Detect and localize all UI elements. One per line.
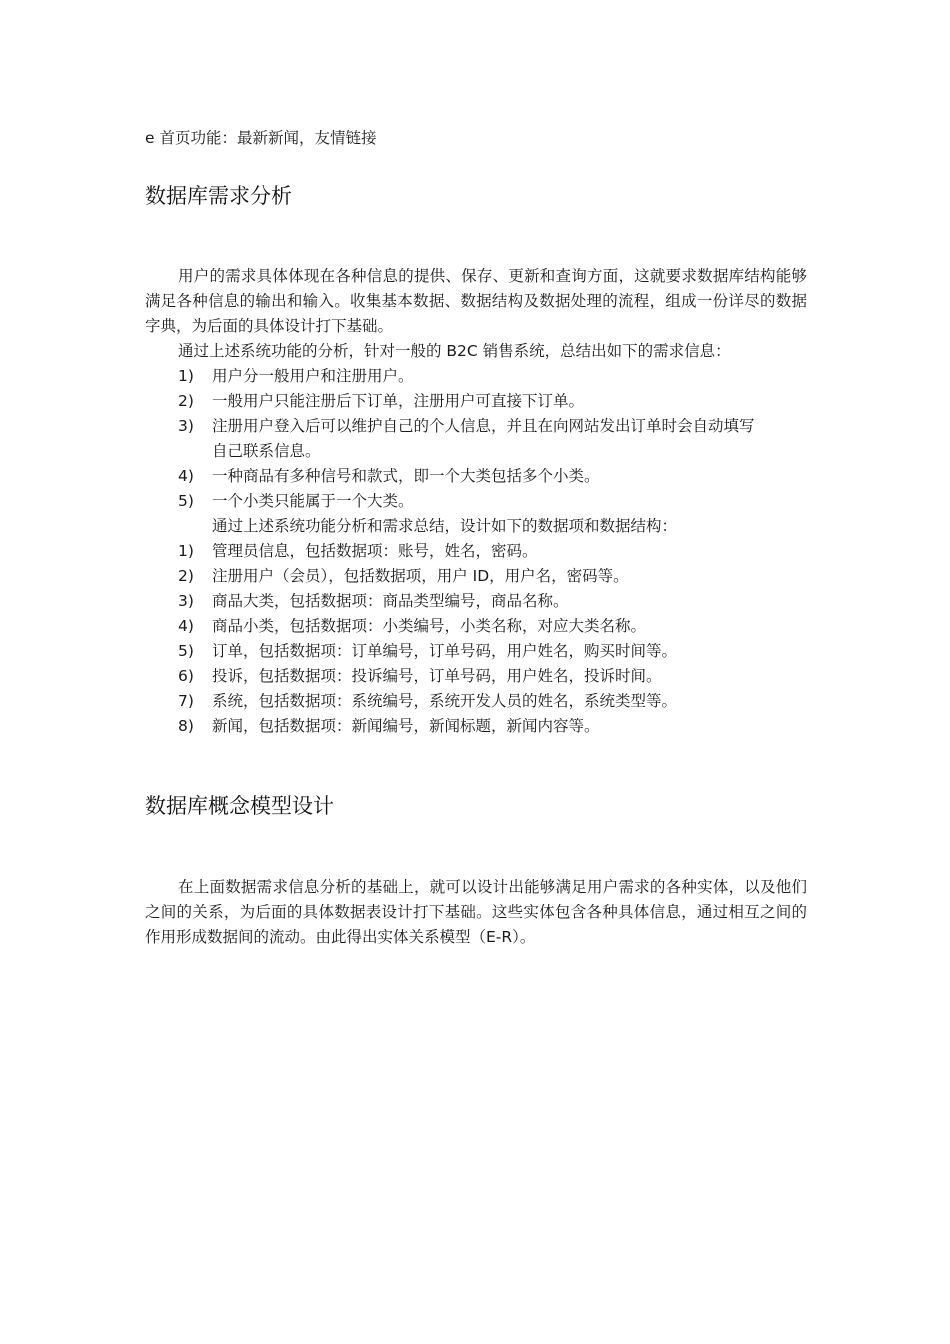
list-text: 投诉，包括数据项：投诉编号，订单号码，用户姓名，投诉时间。 [212, 667, 662, 685]
list-text-continuation: 自己联系信息。 [212, 442, 321, 460]
list-item [178, 614, 647, 639]
list-text: 一般用户只能注册后下订单，注册用户可直接下订单。 [212, 392, 585, 410]
list-item [178, 414, 755, 439]
list-text: 商品小类，包括数据项：小类编号，小类名称，对应大类名称。 [212, 617, 647, 635]
list-number: 4) [178, 467, 194, 485]
list-number: 5) [178, 492, 194, 510]
list-number: 3) [178, 592, 194, 610]
paragraph-conceptual-model: 在上面数据需求信息分析的基础上，就可以设计出能够满足用户需求的各种实体，以及他们之间的关系，为后面的具体数据表设计打下基础。这些实体包含各种具体信息，通过相互之间的作用形成数据间的流动。由此得出实体关系模型（E-R）。 [145, 878, 807, 946]
list-number: 7) [178, 692, 194, 710]
paragraph-requirements-intro: 用户的需求具体体现在各种信息的提供、保存、更新和查询方面，这就要求数据库结构能够满足各种信息的输出和输入。收集基本数据、数据结构及数据处理的流程，组成一份详尽的数据字典，为后面的具体设计打下基础。 [145, 267, 807, 335]
list-text: 新闻，包括数据项：新闻编号，新闻标题，新闻内容等。 [212, 717, 600, 735]
list-item [178, 489, 414, 514]
list-text: 用户分一般用户和注册用户。 [212, 367, 414, 385]
list-text: 一种商品有多种信号和款式，即一个大类包括多个小类。 [212, 467, 600, 485]
list-text: 系统，包括数据项：系统编号，系统开发人员的姓名，系统类型等。 [212, 692, 678, 710]
list-item [178, 664, 662, 689]
list-number: 3) [178, 417, 194, 435]
list-item [178, 689, 678, 714]
list-text: 注册用户（会员），包括数据项，用户 ID，用户名，密码等。 [212, 567, 629, 585]
list-item [178, 714, 600, 739]
list-text: 商品大类，包括数据项：商品类型编号，商品名称。 [212, 592, 569, 610]
list-item [178, 464, 600, 489]
list-number: 5) [178, 642, 194, 660]
list-number: 1) [178, 367, 194, 385]
paragraph-data-items-intro: 通过上述系统功能分析和需求总结，设计如下的数据项和数据结构： [212, 517, 678, 535]
list-item [178, 589, 569, 614]
list-number: 2) [178, 567, 194, 585]
list-number: 4) [178, 617, 194, 635]
top-line: e 首页功能：最新新闻，友情链接 [145, 129, 377, 147]
list-text: 注册用户登入后可以维护自己的个人信息，并且在向网站发出订单时会自动填写 [212, 417, 755, 435]
list-number: 6) [178, 667, 194, 685]
list-item [178, 639, 678, 664]
list-number: 2) [178, 392, 194, 410]
paragraph-requirements-summary: 通过上述系统功能的分析，针对一般的 B2C 销售系统，总结出如下的需求信息： [178, 342, 731, 360]
list-number: 8) [178, 717, 194, 735]
list-text: 管理员信息，包括数据项：账号，姓名，密码。 [212, 542, 538, 560]
section-heading-conceptual-model: 数据库概念模型设计 [145, 794, 334, 818]
list-item [178, 564, 629, 589]
list-item [178, 539, 538, 564]
list-item [178, 389, 585, 414]
list-text: 一个小类只能属于一个大类。 [212, 492, 414, 510]
list-number: 1) [178, 542, 194, 560]
section-heading-requirements: 数据库需求分析 [145, 184, 292, 208]
list-item [178, 364, 414, 389]
list-text: 订单，包括数据项：订单编号，订单号码，用户姓名，购买时间等。 [212, 642, 678, 660]
